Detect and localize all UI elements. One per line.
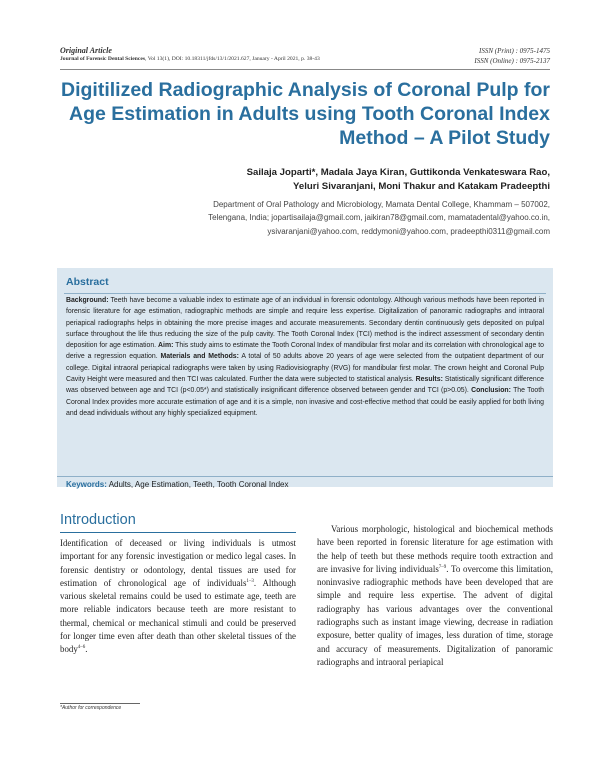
- background-label: Background:: [66, 297, 109, 304]
- issn-print: ISSN (Print) : 0975-1475: [479, 47, 550, 55]
- abstract-heading: Abstract: [66, 276, 109, 288]
- issn-online: ISSN (Online) : 0975-2137: [474, 57, 550, 65]
- methods-label: Materials and Methods:: [160, 353, 239, 361]
- authors-line-2: Yeluri Sivaranjani, Moni Thakur and Katakam Pradeepthi: [293, 180, 550, 192]
- methods-text: A total of 50 adults above 20 years of age were selected from the outpatient department of our college. Digital intraoral periapical radiographs were taken by using Radiovisiography (RVG) for mandibular first molar. The crown height and Coronal Pulp Cavity Height were measured and then TCI was calculated. Further the data were subjected to statistical analysis.: [66, 353, 544, 384]
- keywords-label: Keywords:: [66, 480, 107, 489]
- authors-line-1: Sailaja Joparti*, Madala Jaya Kiran, Guttikonda Venkateswara Rao,: [246, 167, 550, 178]
- aim-label: Aim:: [158, 342, 174, 350]
- intro-text-c: .: [85, 644, 88, 655]
- journal-citation: [60, 56, 390, 62]
- abstract-box: [57, 268, 553, 487]
- conclusion-label: Conclusion:: [471, 387, 511, 395]
- keywords-text: Adults, Age Estimation, Teeth, Tooth Coronal Index: [106, 480, 289, 489]
- citation-ref: 7–9: [438, 564, 447, 570]
- issn-block: [474, 46, 550, 66]
- intro-text-a: Identification of deceased or living individuals is utmost important for any forensic investigation or medico legal cases. In forensic dentistry or odontology, dental tissues are used for estimation of chronological age of individuals: [60, 538, 296, 588]
- abstract-body: [66, 295, 544, 419]
- citation-details: , Vol 13(1), DOI: 10.18311/jfds/13/1/2021.627, January - April 2021, p. 38-43: [145, 56, 320, 62]
- abstract-divider: [64, 293, 546, 294]
- results-label: Results:: [415, 376, 443, 384]
- introduction-divider: [60, 532, 296, 533]
- intro-paragraph-2: [317, 523, 553, 669]
- introduction-right-column: [317, 523, 553, 669]
- paper-title: Digitilized Radiographic Analysis of Coronal Pulp for Age Estimation in Adults using Tooth Coronal Index Method – A Pilot Study: [61, 79, 550, 149]
- keywords: [66, 480, 289, 489]
- citation-ref: 1–3: [246, 578, 254, 584]
- keywords-divider: [57, 476, 553, 477]
- aim-text: This study aims to estimate the Tooth Coronal Index of mandibular first molar and its correlation with chronological age to derive a regression equation.: [66, 342, 544, 361]
- introduction-left-column: [60, 537, 296, 657]
- intro-text-b: . Although various skeletal remains could be used to estimate age, teeth are more reliable indicators because teeth are more resistant to thermal, chemical or mechanical stimuli and could be preserved for longer time even after death than other skeletal tissues of the body: [60, 577, 296, 655]
- affiliation-line-3: ysivaranjani@yahoo.com, reddymoni@yahoo.com, pradeepthi0311@gmail.com: [267, 226, 550, 236]
- introduction-heading: Introduction: [60, 512, 136, 528]
- article-type: Original Article: [60, 46, 112, 55]
- journal-name: Journal of Forensic Dental Sciences: [60, 56, 146, 62]
- affiliation: [150, 198, 550, 238]
- results-text: Statistically significant difference was observed between age and TCI (p<0.05*) and statistically insignificant difference observed between gender and TCI (p>0.05).: [66, 376, 544, 395]
- conclusion-text: The Tooth Coronal Index provides more accurate estimation of age and it is a simple, non invasive and cost-effective method that could be easily applied for both living and dead individuals without any highly specialized equipment.: [66, 387, 544, 417]
- background-text: Teeth have become a valuable index to estimate age of an individual in forensic odontology. Although various methods have been reported in forensic literature for age estimation, radiographic methods are simple and require less expertise. Digitalization of panoramic radiographs and intraoral periapical radiographs helps in obtaining the more precise images and accurate measurements. Secondary dentin continuously gets deposited on pulpal surface throughout the life thus reducing the size of the pulp cavity. The Tooth Coronal Index (TCI) method is the indirect assessment of secondary dentin deposition for age estimation.: [66, 297, 544, 350]
- footnote-divider: [60, 703, 140, 704]
- intro-text-e: . To overcome this limitation, noninvasive radiographic methods have been developed that are simple and require less expertise. The advent of digital radiography has various advantages over the conventional radiographs such as instant image viewing, decrease in radiation exposure, better quality of images, less duration of time, storage and accuracy of measurements. Digitalization of panoramic radiographs and intraoral periapical: [317, 563, 553, 667]
- author-list: [150, 166, 550, 193]
- intro-text-d: Various morphologic, histological and biochemical methods have been reported in forensic literature for age estimation with the help of teeth but these methods require tooth extraction and are invasive for living individuals: [317, 524, 553, 574]
- running-header: [60, 46, 390, 62]
- footnote: *Author for correspondence: [60, 705, 122, 711]
- affiliation-line-1: Department of Oral Pathology and Microbiology, Mamata Dental College, Khammam – 507002,: [213, 200, 550, 209]
- header-divider: [60, 69, 550, 70]
- citation-ref: 4–6: [77, 645, 86, 651]
- affiliation-line-2: Telengana, India; jopartisailaja@gmail.com, jaikiran78@gmail.com, mamatadental@yahoo.co.in,: [208, 213, 550, 223]
- intro-paragraph-1: [60, 537, 296, 657]
